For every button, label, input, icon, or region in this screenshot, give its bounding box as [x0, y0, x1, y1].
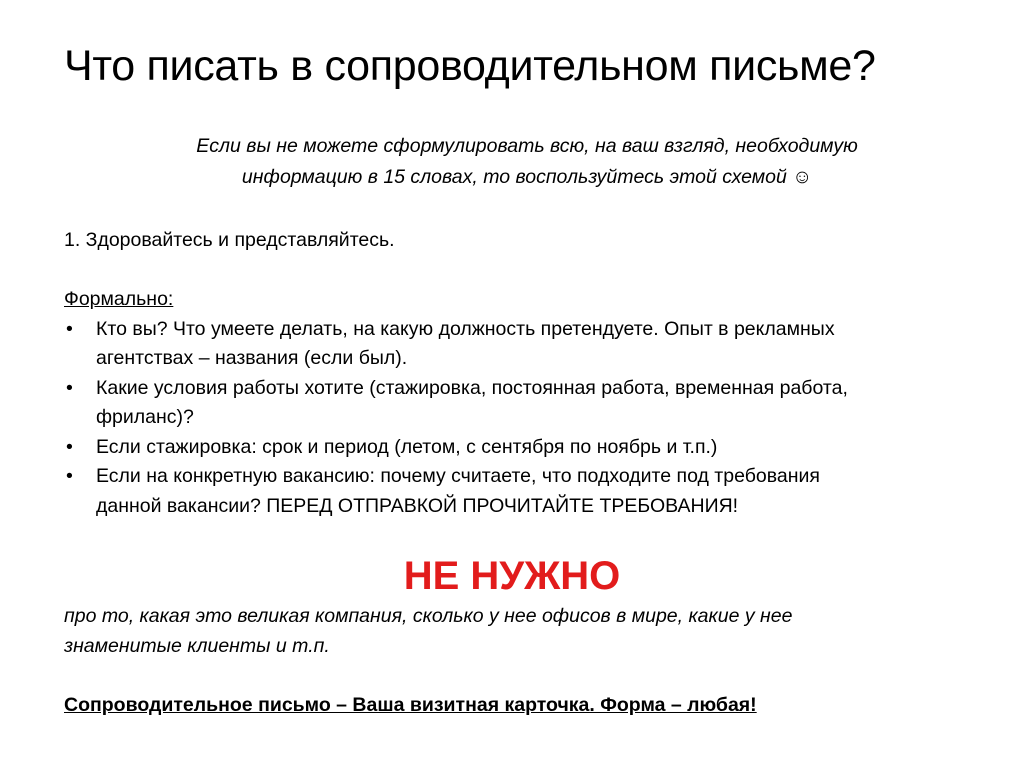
- spacer: [64, 256, 1014, 286]
- bullet-line: агентствах – названия (если был).: [96, 347, 408, 369]
- bullet-line: Какие условия работы хотите (стажировка, постоянная работа, временная работа,: [96, 376, 848, 399]
- subtitle-line-1: Если вы не можете сформулировать всю, на ваш взгляд, необходимую: [196, 135, 858, 157]
- bullet-dot: •: [66, 435, 73, 458]
- formal-bullet-list: [64, 315, 1014, 522]
- bullet-line: Если на конкретную вакансию: почему считаете, что подходите под требования: [96, 465, 820, 487]
- not-needed-line-1: про то, какая это великая компания, сколько у нее офисов в мире, какие у нее: [64, 605, 793, 627]
- slide-subtitle: [64, 131, 990, 193]
- bullet-line: фриланс)?: [96, 406, 194, 428]
- bullet-item: [64, 315, 1014, 374]
- formal-label: Формально:: [64, 288, 174, 310]
- bullet-item: [64, 433, 1014, 463]
- step-1-text: 1. Здоровайтесь и представляйтесь.: [64, 229, 395, 251]
- slide-title: Что писать в сопроводительном письме?: [64, 42, 876, 90]
- spacer: [64, 661, 1014, 691]
- not-needed-line-2: знаменитые клиенты и т.п.: [64, 634, 330, 657]
- bullet-dot: •: [66, 376, 73, 399]
- slide-body: [64, 226, 1014, 720]
- bullet-line: Кто вы? Что умеете делать, на какую должность претендуете. Опыт в рекламных: [96, 317, 835, 340]
- subtitle-line-2: информацию в 15 словах, то воспользуйтесь этой схемой ☺: [241, 166, 813, 188]
- bullet-dot: •: [66, 317, 73, 340]
- final-note: Сопроводительное письмо – Ваша визитная карточка. Форма – любая!: [64, 693, 757, 716]
- bullet-item: [64, 374, 1014, 433]
- bullet-line: Если стажировка: срок и период (летом, с сентября по ноябрь и т.п.): [96, 435, 718, 458]
- bullet-item: [64, 462, 1014, 521]
- not-needed-heading: НЕ НУЖНО: [403, 554, 621, 598]
- not-needed-description: [64, 602, 1014, 661]
- bullet-dot: •: [66, 465, 73, 487]
- bullet-line: данной вакансии? ПЕРЕД ОТПРАВКОЙ ПРОЧИТАЙТЕ ТРЕБОВАНИЯ!: [96, 494, 739, 517]
